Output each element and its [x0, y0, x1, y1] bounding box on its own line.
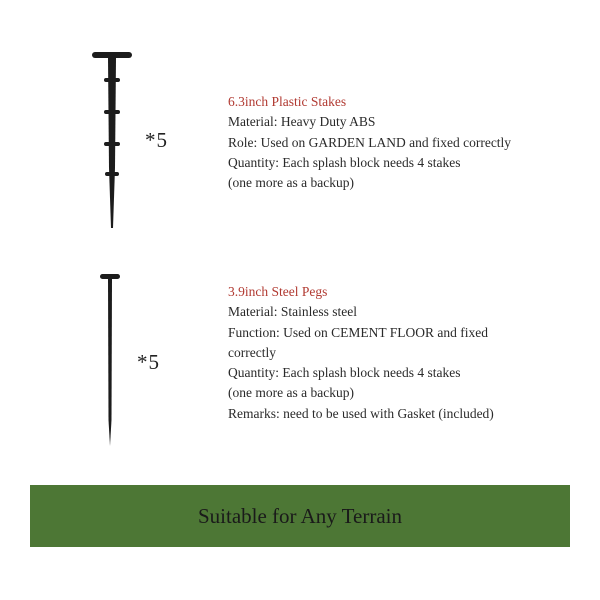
banner-text: Suitable for Any Terrain: [197, 503, 402, 528]
steel-peg-icon: [95, 270, 125, 450]
spec-line: Quantity: Each splash block needs 4 stakes: [228, 154, 461, 170]
spec-line: Material: Heavy Duty ABS: [228, 114, 376, 130]
spec-line: Material: Stainless steel: [228, 304, 357, 320]
plastic-stake-icon: [88, 48, 138, 232]
plastic-stakes-quantity: *5: [145, 128, 168, 152]
steel-pegs-title: 3.9inch Steel Pegs: [228, 284, 328, 299]
spec-line: Quantity: Each splash block needs 4 stakes: [228, 365, 461, 381]
spec-line: Role: Used on GARDEN LAND and fixed correctly: [228, 134, 512, 150]
spec-line: Remarks: need to be used with Gasket (included): [228, 405, 494, 421]
spec-line: (one more as a backup): [228, 385, 354, 401]
spec-line: correctly: [228, 344, 276, 360]
spec-line: Function: Used on CEMENT FLOOR and fixed: [228, 324, 488, 340]
steel-pegs-quantity: *5: [137, 350, 160, 374]
steel-pegs-spec: [228, 282, 494, 424]
spec-line: (one more as a backup): [228, 175, 354, 191]
terrain-banner: [30, 485, 570, 547]
plastic-stakes-spec: [228, 92, 511, 193]
plastic-stakes-title: 6.3inch Plastic Stakes: [228, 94, 347, 109]
